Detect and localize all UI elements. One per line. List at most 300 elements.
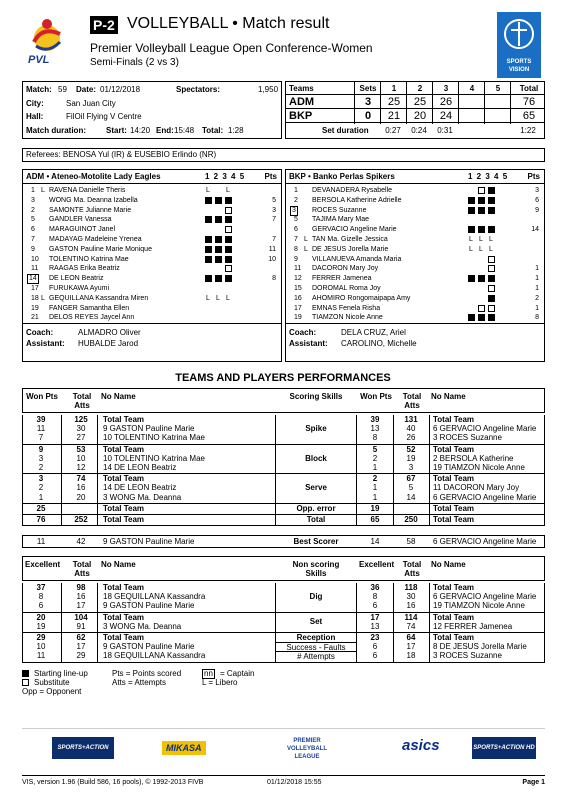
player-points: 9	[535, 206, 539, 214]
stat-value: 11	[36, 424, 46, 434]
starter-marker-icon	[215, 197, 222, 204]
player-points: 10	[268, 255, 276, 263]
player-name: Total Team	[433, 444, 475, 454]
set-duration: 0:31	[437, 126, 453, 135]
player-name: RAVENA Danielle Theris	[49, 187, 126, 194]
team-title: BKP • Banko Perlas Spikers	[289, 172, 395, 181]
starter-marker-icon	[488, 197, 495, 204]
set-score: 3	[364, 96, 372, 108]
player-name: 11 DACORON Mary Joy	[433, 483, 520, 493]
player-row	[286, 274, 544, 284]
coach-name: ALMADRO Oliver	[78, 328, 141, 337]
stat-value: 65	[370, 514, 380, 524]
starter-marker-icon	[468, 275, 475, 282]
score-header: Total	[519, 84, 539, 93]
player-name: FURUKAWA Ayumi	[49, 284, 110, 292]
score-header: 3	[443, 84, 449, 93]
perf-header: No Name	[101, 560, 136, 569]
starter-marker-icon	[205, 256, 212, 263]
player-name: Total Team	[103, 503, 145, 513]
assistant-name: CAROLINO, Michelle	[341, 339, 417, 348]
starter-marker-icon	[225, 216, 232, 223]
player-row	[23, 235, 281, 245]
match-info-box	[22, 81, 282, 139]
stat-value: 6	[372, 601, 378, 611]
libero-marker: L	[479, 235, 483, 243]
starter-marker-icon	[215, 275, 222, 282]
stat-value: 1	[38, 492, 44, 502]
perf-header: Total Atts	[402, 560, 422, 578]
stat-value: 12	[76, 462, 86, 472]
player-name: TAJIMA Mary Mae	[312, 216, 370, 224]
total-time: 1:28	[228, 125, 244, 135]
player-name: Total Team	[103, 415, 145, 424]
legend-atts: Atts = Attempts	[112, 678, 167, 687]
starter-marker-icon	[478, 275, 485, 282]
stat-value: 11	[36, 537, 46, 546]
team-b-roster	[285, 169, 545, 362]
player-number: 6	[31, 226, 35, 234]
starter-marker-icon	[478, 207, 485, 214]
duration-label: Match duration:	[26, 125, 86, 135]
player-points: 2	[535, 294, 539, 302]
footer-timestamp: 01/12/2018 15:55	[267, 779, 322, 786]
skill-name: Dig	[309, 592, 323, 602]
substitute-marker-icon	[488, 256, 495, 263]
stat-value: 20	[76, 492, 86, 502]
player-name: Total Team	[103, 632, 145, 642]
stat-value: 91	[76, 621, 86, 631]
stat-value: 29	[76, 651, 86, 661]
skill-group	[22, 504, 545, 515]
legend	[22, 669, 322, 696]
player-name: 19 TIAMZON Nicole Anne	[433, 601, 525, 611]
skill-name: Success - Faults	[276, 642, 356, 652]
starter-marker-icon	[488, 187, 495, 194]
substitute-marker-icon	[478, 305, 485, 312]
match-date: 01/12/2018	[100, 85, 141, 94]
stat-value: 53	[76, 444, 86, 454]
player-name: 12 FERRER Jamenea	[433, 621, 513, 631]
match-number: 59	[58, 85, 67, 94]
player-name: Total Team	[103, 474, 145, 484]
libero-marker: L	[469, 245, 473, 253]
stat-value: 76	[36, 514, 46, 524]
stat-value: 2	[372, 453, 378, 463]
player-number: 14	[29, 275, 37, 283]
player-points: 11	[268, 245, 276, 253]
stat-value: 20	[36, 612, 46, 622]
score-table	[285, 81, 545, 139]
stat-value: 52	[406, 444, 416, 454]
stat-value: 19	[370, 503, 380, 513]
stat-value: 25	[36, 503, 46, 513]
perf-header: Total Atts	[72, 392, 92, 410]
spectators-label: Spectators:	[176, 85, 221, 94]
player-row	[23, 264, 281, 274]
hall-label: Hall:	[26, 112, 44, 121]
sets-header: 1 2 3 4 5	[468, 172, 509, 181]
legend-pts: Pts = Points scored	[112, 669, 182, 678]
stat-value: 118	[404, 583, 418, 592]
sponsor-bar	[22, 728, 545, 768]
player-row	[23, 206, 281, 216]
player-points: 8	[535, 314, 539, 322]
player-number: 21	[31, 314, 39, 322]
player-number: 8	[294, 245, 298, 253]
stat-value: 67	[406, 474, 416, 484]
set-score: 25	[413, 96, 427, 108]
stat-value: 40	[406, 424, 416, 434]
skill-group	[22, 445, 545, 475]
stat-value: 17	[370, 612, 380, 622]
player-name: Total Team	[103, 583, 145, 592]
player-number: 1	[294, 187, 298, 194]
player-number: 6	[294, 226, 298, 234]
stat-value: 16	[76, 592, 86, 602]
player-row	[23, 294, 281, 304]
libero-marker: L	[489, 245, 493, 253]
stat-value: 14	[406, 492, 416, 502]
stat-value: 19	[406, 453, 416, 463]
assistant-label: Assistant:	[289, 339, 328, 348]
player-row	[23, 274, 281, 284]
performances-title: TEAMS AND PLAYERS PERFORMANCES	[175, 372, 391, 384]
libero-marker: L	[226, 294, 230, 302]
perf-header: Total Atts	[72, 560, 92, 578]
stat-value: 1	[372, 492, 378, 502]
set-score: 25	[387, 96, 401, 108]
stat-value: 6	[372, 651, 378, 661]
stat-value: 104	[74, 612, 88, 622]
player-number: 18	[31, 294, 39, 302]
libero-flag: L	[304, 245, 308, 253]
report-title: VOLLEYBALL • Match result	[127, 15, 330, 32]
skill-name: Reception	[296, 633, 336, 643]
player-name: TAN Ma. Gizelle Jessica	[312, 235, 388, 243]
player-name: DELOS REYES Jaycel Ann	[49, 314, 135, 322]
legend-libero: L = Libero	[202, 678, 238, 687]
stat-value: 250	[404, 514, 418, 524]
set-score: 20	[413, 110, 427, 122]
player-points: 1	[535, 284, 539, 292]
player-name: Total Team	[433, 415, 475, 424]
libero-flag: L	[304, 235, 308, 243]
player-row	[286, 186, 544, 196]
perf-header: Won Pts	[360, 392, 392, 401]
start-time: 14:20	[130, 125, 151, 135]
stat-value: 114	[404, 612, 418, 622]
player-name: 6 GERVACIO Angeline Marie	[433, 424, 537, 434]
starter-marker-icon	[478, 226, 485, 233]
player-points: 6	[535, 196, 539, 204]
skill-group	[22, 515, 545, 526]
stat-value: 8	[372, 592, 378, 602]
player-row	[286, 304, 544, 314]
player-name: GASTON Pauline Marie Monique	[49, 245, 152, 253]
sv-logo-text: SPORTS VISION	[506, 59, 532, 73]
legend-opp: Opp = Opponent	[22, 687, 82, 696]
player-number: 9	[31, 245, 35, 253]
starter-marker-icon	[478, 314, 485, 321]
stat-value: 3	[38, 474, 44, 484]
player-number: 19	[294, 314, 302, 322]
player-name: Total Team	[103, 612, 145, 622]
set-duration-label: Set duration	[322, 126, 369, 135]
stat-value: 19	[36, 621, 46, 631]
player-name: 14 DE LEON Beatriz	[103, 483, 177, 493]
date-label: Date:	[76, 85, 97, 94]
set-score: 65	[522, 110, 536, 122]
starter-marker-icon	[225, 236, 232, 243]
sponsor-s-action: SPORTS+ACTION	[52, 737, 114, 759]
player-number: 12	[294, 275, 302, 283]
skill-name: Opp. error	[296, 503, 336, 513]
player-name: DACORON Mary Joy	[312, 265, 379, 273]
starter-marker-icon	[488, 226, 495, 233]
substitute-marker-icon	[225, 265, 232, 272]
player-number: 3	[292, 206, 296, 214]
player-name: 9 GASTON Pauline Marie	[103, 642, 195, 652]
starter-marker-icon	[468, 197, 475, 204]
skill-header: Scoring Skills	[289, 392, 343, 401]
sponsor-s-action-hd: SPORTS+ACTION HD	[472, 737, 536, 759]
player-points: 3	[535, 187, 539, 194]
set-duration: 0:24	[411, 126, 427, 135]
perf-header: No Name	[101, 392, 136, 401]
player-name: VILLANUEVA Amanda Maria	[312, 255, 402, 263]
skill-group	[22, 633, 545, 663]
starter-marker-icon	[205, 216, 212, 223]
player-points: 5	[272, 196, 276, 204]
libero-flag: L	[41, 294, 45, 302]
player-row	[286, 264, 544, 274]
stat-value: 10	[76, 453, 86, 463]
footer-page: Page 1	[522, 779, 545, 786]
non-scoring-skills-table	[22, 556, 545, 663]
footer-version: VIS, version 1.96 (Build 586, 16 pools), © 1992-2013 FIVB	[22, 779, 204, 786]
stat-value: 5	[372, 444, 378, 454]
stat-value: 58	[406, 537, 416, 546]
player-name: 10 TOLENTINO Katrina Mae	[103, 433, 205, 443]
player-name: Total Team	[433, 583, 475, 592]
starter-marker-icon	[225, 256, 232, 263]
player-row	[23, 225, 281, 235]
player-name: 2 BERSOLA Katherine	[433, 453, 514, 463]
player-points: 1	[535, 275, 539, 283]
stat-value: 14	[370, 537, 380, 546]
substitute-marker-icon	[488, 305, 495, 312]
set-duration: 1:22	[520, 126, 536, 135]
pvl-logo-text: PVL	[28, 54, 50, 66]
pts-header: Pts	[527, 172, 540, 181]
scoring-skills-table	[22, 388, 545, 526]
player-row	[286, 215, 544, 225]
set-duration: 0:27	[385, 126, 401, 135]
player-row	[286, 294, 544, 304]
player-name: DEVANADERA Rysabelle	[312, 187, 393, 194]
substitute-marker-icon	[488, 265, 495, 272]
stat-value: 13	[370, 424, 380, 434]
player-number: 5	[31, 216, 35, 224]
libero-flag: L	[41, 187, 45, 194]
player-row	[286, 284, 544, 294]
player-name: 3 ROCES Suzanne	[433, 651, 502, 661]
stat-value: 64	[406, 632, 416, 642]
player-name: TIAMZON Nicole Anne	[312, 314, 383, 322]
player-number: 15	[294, 284, 302, 292]
player-name: EMNAS Fenela Risha	[312, 304, 381, 312]
player-name: DE LEON Beatriz	[49, 275, 104, 283]
substitute-marker-icon	[22, 679, 29, 686]
stat-value: 9	[38, 444, 44, 454]
player-name: FANGER Samantha Ellen	[49, 304, 130, 312]
set-score: 21	[387, 110, 401, 122]
player-name: 19 TIAMZON Nicole Anne	[433, 462, 525, 472]
player-points: 7	[272, 216, 276, 224]
player-name: DE JESUS Jorella Marie	[312, 245, 389, 253]
starter-marker-icon	[225, 246, 232, 253]
starter-marker-icon	[205, 236, 212, 243]
stat-value: 16	[76, 483, 86, 493]
report-code: P-2	[90, 16, 118, 34]
starter-marker-icon	[488, 207, 495, 214]
stat-value: 7	[38, 433, 44, 443]
stat-value: 8	[38, 592, 44, 602]
player-number: 9	[294, 255, 298, 263]
set-score: 76	[522, 96, 536, 108]
player-row	[23, 313, 281, 323]
hall-value: FilOil Flying V Centre	[66, 112, 142, 121]
stat-value: 98	[76, 583, 86, 592]
player-name: 9 GASTON Pauline Marie	[103, 601, 195, 611]
player-name: TOLENTINO Katrina Mae	[49, 255, 129, 263]
set-score: 24	[439, 110, 453, 122]
referees-box	[22, 148, 545, 162]
pts-header: Pts	[264, 172, 277, 181]
stat-value: 42	[76, 537, 86, 546]
starter-marker-icon	[22, 670, 29, 677]
player-number: 19	[31, 304, 39, 312]
perf-header: No Name	[431, 560, 466, 569]
starter-marker-icon	[215, 256, 222, 263]
match-label: Match:	[26, 85, 52, 94]
skill-name: Block	[305, 453, 327, 463]
best-scorer-label: Best Scorer	[293, 537, 339, 546]
player-points: 1	[535, 304, 539, 312]
libero-marker: L	[216, 294, 220, 302]
stat-value: 8	[372, 433, 378, 443]
player-number: 10	[31, 255, 39, 263]
stat-value: 16	[406, 601, 416, 611]
city-value: San Juan City	[66, 98, 116, 108]
player-row	[286, 313, 544, 323]
substitute-marker-icon	[225, 226, 232, 233]
player-row	[286, 196, 544, 206]
team-code: BKP	[289, 110, 313, 122]
player-row	[23, 284, 281, 294]
legend-substitute: Substitute	[34, 678, 70, 687]
stat-value: 1	[372, 462, 378, 472]
starter-marker-icon	[205, 197, 212, 204]
libero-marker: L	[206, 187, 210, 194]
stat-value: 62	[76, 632, 86, 642]
legend-captain: = Captain	[220, 669, 255, 678]
player-number: 2	[31, 206, 35, 214]
stat-value: 39	[370, 415, 380, 424]
player-number: 17	[294, 304, 302, 312]
player-name: Total Team	[103, 444, 145, 454]
stat-value: 6	[38, 601, 44, 611]
stat-value: 36	[370, 583, 380, 592]
stat-value: 10	[36, 642, 46, 652]
start-label: Start:	[106, 125, 127, 135]
best-scorer-b: 6 GERVACIO Angeline Marie	[433, 537, 537, 546]
stat-value: 5	[408, 483, 414, 493]
player-name: GANDLER Vanessa	[49, 216, 112, 224]
starter-marker-icon	[468, 226, 475, 233]
starter-marker-icon	[468, 314, 475, 321]
stat-value: 17	[76, 601, 86, 611]
player-points: 7	[272, 235, 276, 243]
skill-header: Non scoring Skills	[292, 560, 340, 578]
player-number: 3	[31, 196, 35, 204]
player-number: 11	[31, 265, 39, 273]
player-points: 14	[531, 226, 539, 234]
stat-value: 23	[370, 632, 380, 642]
starter-marker-icon	[488, 295, 495, 302]
stat-value: 6	[372, 642, 378, 652]
starter-marker-icon	[478, 197, 485, 204]
end-time: 15:48	[174, 125, 195, 135]
stat-value: 74	[406, 621, 416, 631]
stat-value: 27	[76, 433, 86, 443]
player-name: DOROMAL Roma Joy	[312, 284, 381, 292]
player-name: MADAYAG Madeleine Yrenea	[49, 235, 142, 243]
team-a-roster	[22, 169, 282, 362]
player-points: 8	[272, 275, 276, 283]
stage-name: Semi-Finals (2 vs 3)	[90, 57, 179, 68]
score-header: 4	[469, 84, 475, 93]
player-row	[286, 206, 544, 216]
score-header: 2	[417, 84, 423, 93]
player-number: 7	[31, 235, 35, 243]
score-header: 1	[391, 84, 397, 93]
stat-value: 18	[406, 651, 416, 661]
stat-value: 2	[372, 474, 378, 484]
player-name: AHOMIRO Rongomaipapa Amy	[312, 294, 411, 302]
footer	[22, 775, 545, 789]
coach-label: Coach:	[289, 328, 317, 337]
player-points: 3	[272, 206, 276, 214]
player-name: WONG Ma. Deanna Izabella	[49, 196, 138, 204]
coach-label: Coach:	[26, 328, 54, 337]
starter-marker-icon	[205, 246, 212, 253]
player-name: Total Team	[433, 474, 475, 484]
skill-group	[22, 474, 545, 504]
starter-marker-icon	[215, 246, 222, 253]
score-header: Teams	[289, 84, 314, 93]
league-name: Premier Volleyball League Open Conference-Women	[90, 41, 373, 55]
assistant-name: HUBALDE Jarod	[78, 339, 139, 348]
starter-marker-icon	[205, 275, 212, 282]
player-name: 8 DE JESUS Jorella Marie	[433, 642, 527, 652]
score-header: Sets	[359, 84, 377, 93]
set-score: 26	[439, 96, 453, 108]
libero-marker: L	[226, 187, 230, 194]
stat-value: 39	[36, 415, 46, 424]
skill-group	[22, 613, 545, 633]
